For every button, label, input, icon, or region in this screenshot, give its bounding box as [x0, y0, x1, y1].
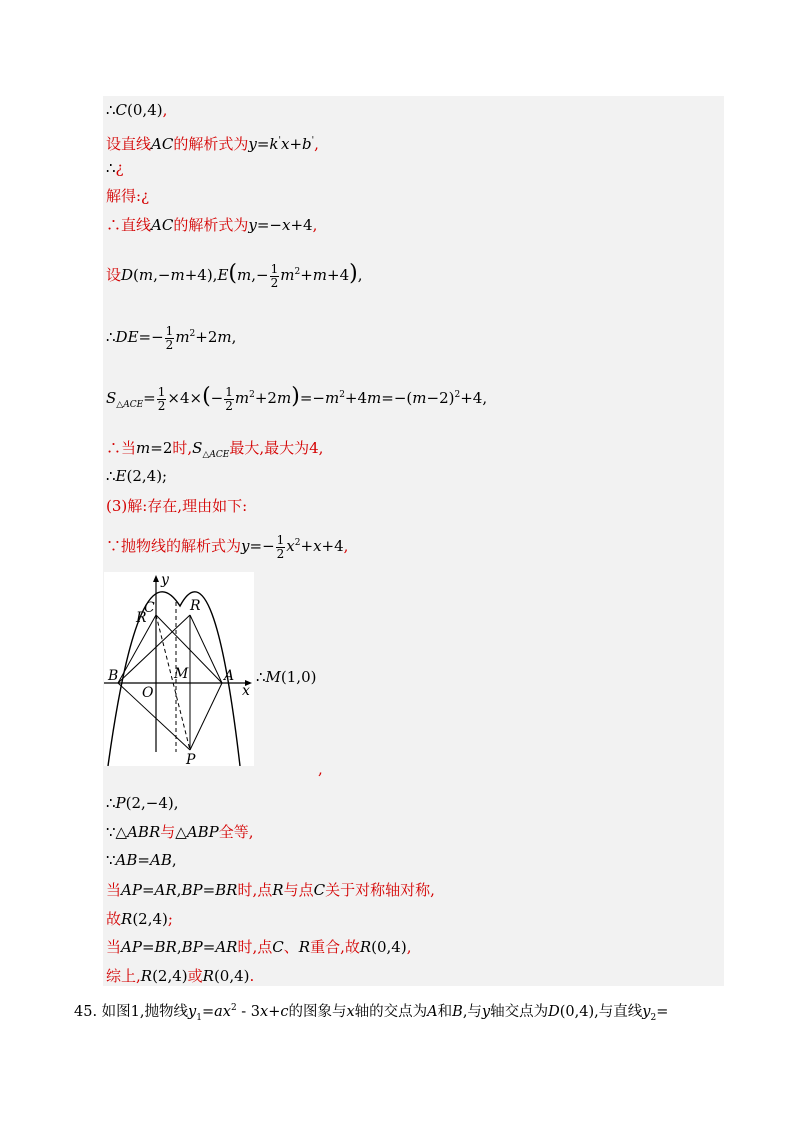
solution-line-5: ∴直线AC的解析式为y=−x+4, — [106, 216, 318, 234]
solution-line-12: ∵抛物线的解析式为y=− $\frac{1}{2}$ $x^2+x+4$, — [106, 532, 349, 561]
solution-line-16: 当AP=AR,BP=BR时,点R与点C关于对称轴对称, — [106, 881, 435, 899]
solution-line-7: ∴DE=− $\frac{1}{2}$ $m^2+2m$, — [106, 323, 237, 352]
trailing-comma: , — [318, 760, 323, 778]
solution-line-6: 设D(m,−m+4),E(m,− $\frac{1}{2}$ $m^2+m+4$), — [106, 261, 363, 290]
question-45: 45. 如图1,抛物线$y_1=ax^2 - 3x+c$的图象与x轴的交点为A和B,与y轴交点为D(0,4),与直线$y_2=$ — [74, 1003, 669, 1023]
x-axis-label: x — [242, 683, 250, 699]
m-point-text: ∴M(1,0) — [256, 668, 317, 686]
point-B-label: B — [108, 668, 119, 684]
point-R1-label: R — [136, 610, 147, 626]
question-number: 45. — [74, 1004, 98, 1020]
solution-line-15: ∵AB=AB, — [106, 851, 177, 869]
point-A-label: A — [224, 668, 235, 684]
solution-line-19: 综上,R(2,4)或R(0,4). — [106, 967, 255, 985]
parabola-figure — [104, 572, 254, 766]
solution-line-11: (3)解:存在,理由如下: — [106, 497, 248, 515]
solution-line-17: 故R(2,4); — [106, 910, 173, 928]
point-C-label: C — [144, 600, 155, 616]
solution-line-8: $S_{\triangle ACE}=$ $\frac{1}{2}$ ×4×(− $\frac{1}{2}$ $m^2+2m)=-m^2+4m=-(m-2)^2+4$, — [106, 384, 488, 413]
solution-line-1: ∴C(0,4), — [106, 101, 168, 119]
solution-line-2: 设直线AC的解析式为y=k'x+b', — [106, 135, 319, 153]
point-P-label: P — [186, 752, 196, 766]
solution-line-4: 解得:¿ — [106, 187, 150, 205]
point-M-label: M — [174, 666, 189, 682]
solution-line-3: ∴¿ — [106, 159, 124, 177]
parabola-diagram — [104, 572, 254, 766]
solution-line-9: ∴当m=2时$,S_{\triangle ACE}$最大,最大为4, — [106, 439, 324, 460]
y-axis-label: y — [161, 572, 169, 588]
origin-O-label: O — [142, 685, 154, 701]
solution-line-10: ∴E(2,4); — [106, 467, 168, 485]
solution-line-13: ∴P(2,−4), — [106, 794, 179, 812]
solution-line-14: ∵△ABR与△ABP全等, — [106, 823, 254, 841]
point-R2-label: R — [190, 598, 201, 614]
solution-line-18: 当AP=BR,BP=AR时,点C、R重合,故R(0,4), — [106, 938, 412, 956]
